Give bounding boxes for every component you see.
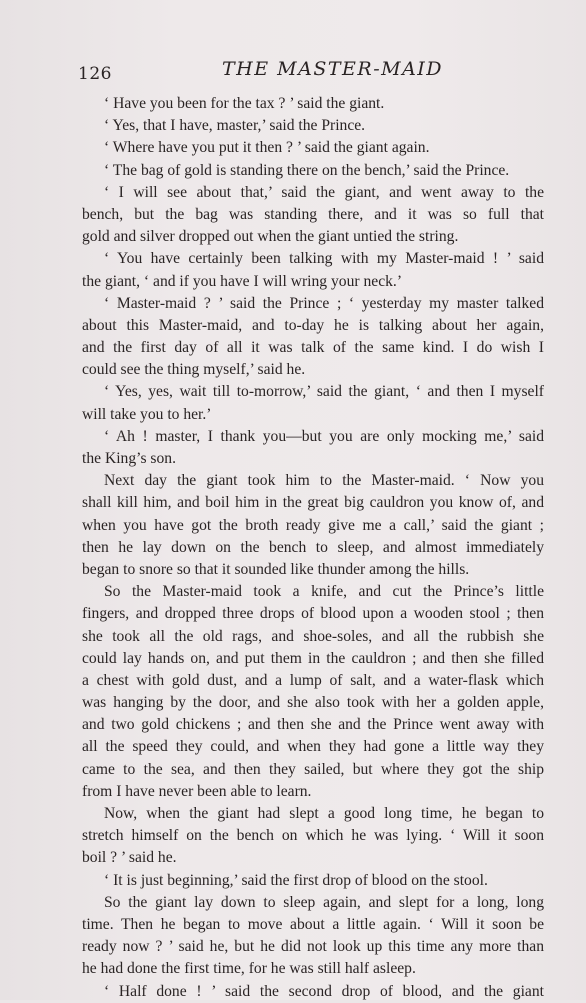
text-line: she took all the old rags, and shoe-soles, and all the rubbish she: [82, 627, 544, 645]
text-line: came to the sea, and then they sailed, but where they got the ship: [82, 760, 544, 778]
text-line: Next day the giant took him to the Master-maid. ‘ Now you: [104, 472, 544, 490]
text-line: ready now ? ’ said he, but he did not look up this time any more than: [82, 938, 544, 956]
text-line: from I have never been able to learn.: [82, 782, 312, 800]
text-line: So the Master-maid took a knife, and cut the Prince’s little: [104, 583, 544, 601]
text-line: time. Then he began to move about a little again. ‘ Will it soon be: [82, 915, 544, 933]
page-header: [0, 58, 586, 88]
text-line: he had done the first time, for he was still half asleep.: [82, 960, 416, 978]
text-line: will take you to her.’: [82, 405, 212, 423]
text-line: stretch himself on the bench on which he was lying. ‘ Will it soon: [82, 827, 544, 845]
text-line: a chest with gold dust, and a lump of salt, and a water-flask which: [82, 671, 544, 689]
text-line: ‘ The bag of gold is standing there on the bench,’ said the Prince.: [104, 161, 510, 179]
text-line: and the first day of all it was talk of the same kind. I do wish I: [82, 339, 544, 357]
text-line: Now, when the giant had slept a good long time, he began to: [104, 805, 544, 822]
text-line: boil ? ’ said he.: [82, 849, 177, 867]
text-line: ‘ I will see about that,’ said the giant, and went away to the: [104, 183, 544, 201]
text-line: then he lay down on the bench to sleep, and almost immediately: [82, 538, 544, 556]
text-line: So the giant lay down to sleep again, and slept for a long, long: [104, 893, 544, 911]
text-line: could see the thing myself,’ said he.: [82, 361, 306, 379]
text-line: the King’s son.: [82, 450, 176, 467]
text-line: all the speed they could, and when they had gone a little way they: [82, 738, 544, 756]
text-line: ‘ Ah ! master, I thank you—but you are only mocking me,’ said: [104, 427, 544, 445]
text-line: ‘ Half done ! ’ said the second drop of blood, and the giant: [104, 982, 544, 1000]
text-line: ‘ Yes, yes, wait till to-morrow,’ said the giant, ‘ and then I myself: [104, 383, 544, 401]
text-line: ‘ Where have you put it then ? ’ said the giant again.: [104, 139, 430, 157]
text-line: began to snore so that it sounded like thunder among the hills.: [82, 560, 470, 578]
page-number: 126: [78, 64, 112, 84]
text-line: shall kill him, and boil him in the great big cauldron you know of, and: [82, 494, 544, 512]
text-line: could lay hands on, and put them in the cauldron ; and then she filled: [82, 649, 544, 667]
text-line: bench, but the bag was standing there, and it was so full that: [82, 205, 544, 223]
text-line: fingers, and dropped three drops of blood upon a wooden stool ; then: [82, 605, 544, 623]
running-title: THE MASTER-MAID: [222, 58, 444, 80]
body-text: [82, 93, 544, 1003]
text-line: ‘ Have you been for the tax ? ’ said the giant.: [104, 95, 385, 112]
text-line: ‘ You have certainly been talking with my Master-maid ! ’ said: [104, 250, 544, 268]
text-line: ‘ It is just beginning,’ said the first drop of blood on the stool.: [104, 871, 488, 889]
text-line: was hanging by the door, and she also took with her a golden apple,: [82, 694, 544, 712]
text-line: about this Master-maid, and to-day he is talking about her again,: [82, 316, 544, 334]
text-line: when you have got the broth ready give me a call,’ said the giant ;: [82, 516, 544, 534]
text-line: the giant, ‘ and if you have I will wring your neck.’: [82, 272, 403, 290]
text-line: ‘ Master-maid ? ’ said the Prince ; ‘ yesterday my master talked: [104, 294, 544, 312]
text-line: ‘ Yes, that I have, master,’ said the Prince.: [104, 117, 366, 135]
text-line: gold and silver dropped out when the giant untied the string.: [82, 228, 459, 246]
text-line: and two gold chickens ; and then she and the Prince went away with: [82, 716, 544, 734]
